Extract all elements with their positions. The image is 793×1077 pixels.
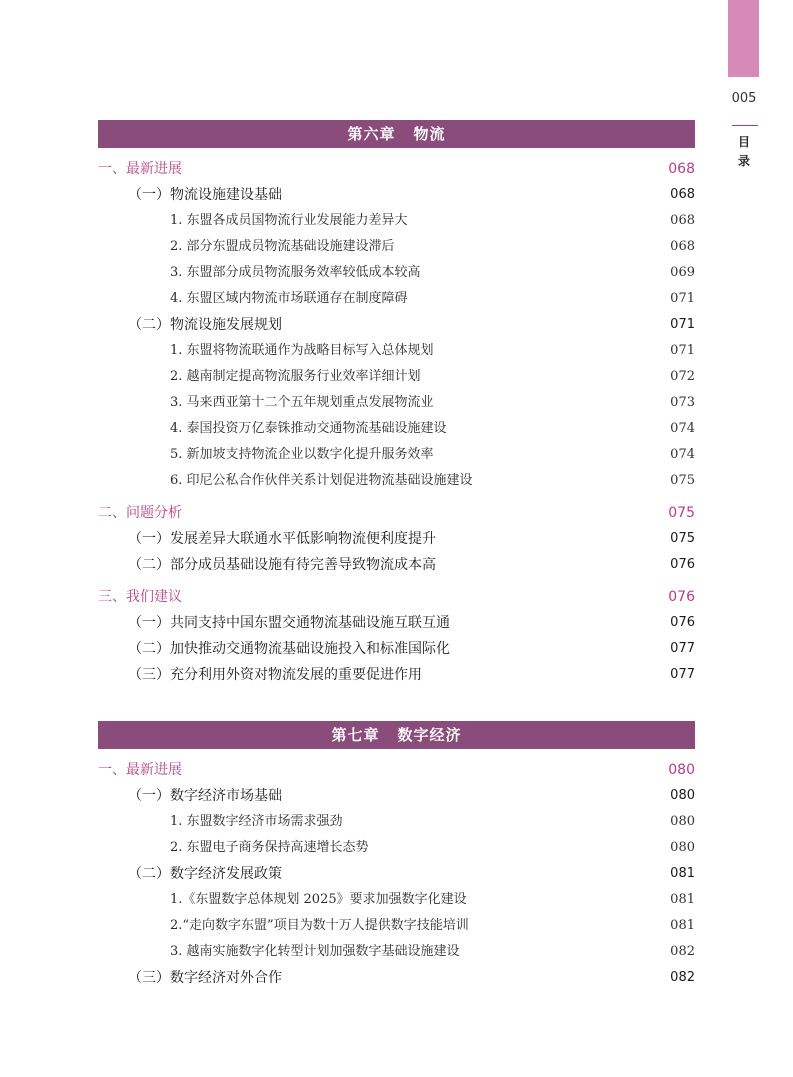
toc-item[interactable] <box>98 939 695 965</box>
toc-item[interactable] <box>98 260 695 286</box>
toc-page-number: 081 <box>670 918 695 933</box>
toc-item[interactable] <box>98 913 695 939</box>
toc-page-number: 068 <box>670 239 695 254</box>
toc-section-heading[interactable] <box>98 584 695 610</box>
toc-page-number: 074 <box>670 421 695 436</box>
toc-entry-title: （二）物流设施发展规划 <box>128 317 282 333</box>
toc-entry-title: 三、我们建议 <box>98 589 182 605</box>
toc-entry-title: （一）数字经济市场基础 <box>128 788 282 804</box>
toc-item[interactable] <box>98 442 695 468</box>
toc-section-heading[interactable] <box>98 500 695 526</box>
toc-entry-title: 1.《东盟数字总体规划 2025》要求加强数字化建设 <box>170 892 467 907</box>
toc-entry-title: （二）加快推动交通物流基础设施投入和标准国际化 <box>128 641 450 657</box>
chapter-heading-7 <box>98 721 695 749</box>
toc-entry-title: 4. 东盟区域内物流市场联通存在制度障碍 <box>170 291 408 306</box>
toc-page-number: 071 <box>670 343 695 358</box>
toc-section-heading[interactable] <box>98 757 695 783</box>
toc-page-number: 068 <box>670 187 695 202</box>
side-tab-marker <box>728 0 759 77</box>
chapter-number: 第六章 <box>347 125 396 143</box>
toc-subsection[interactable] <box>98 182 695 208</box>
toc-page-number: 075 <box>668 505 695 521</box>
toc-item[interactable] <box>98 286 695 312</box>
toc-entry-title: （三）充分利用外资对物流发展的重要促进作用 <box>128 667 422 683</box>
toc-item[interactable] <box>98 364 695 390</box>
chapter-number: 第七章 <box>331 726 380 744</box>
toc-entry-title: 6. 印尼公私合作伙伴关系计划促进物流基础设施建设 <box>170 473 473 488</box>
page-number: 005 <box>731 91 757 106</box>
toc-entry-title: 一、最新进展 <box>98 762 182 778</box>
toc-page-number: 071 <box>670 291 695 306</box>
toc-subsection[interactable] <box>98 965 695 991</box>
toc-page-number: 072 <box>670 369 695 384</box>
toc-chapter-7 <box>98 757 695 991</box>
toc-page-number: 068 <box>668 161 695 177</box>
toc-page-number: 069 <box>670 265 695 280</box>
toc-item[interactable] <box>98 835 695 861</box>
toc-entry-title: 3. 马来西亚第十二个五年规划重点发展物流业 <box>170 395 434 410</box>
toc-entry-title: （一）物流设施建设基础 <box>128 187 282 203</box>
toc-page-number: 075 <box>670 531 695 546</box>
toc-page-number: 073 <box>670 395 695 410</box>
toc-subsection[interactable] <box>98 861 695 887</box>
chapter-heading-6 <box>98 120 695 148</box>
toc-page-number: 082 <box>670 944 695 959</box>
toc-page-number: 082 <box>670 970 695 985</box>
toc-entry-title: 5. 新加坡支持物流企业以数字化提升服务效率 <box>170 447 434 462</box>
toc-page-number: 074 <box>670 447 695 462</box>
toc-item[interactable] <box>98 468 695 494</box>
toc-section-heading[interactable] <box>98 156 695 182</box>
toc-subsection[interactable] <box>98 552 695 578</box>
toc-page-number: 077 <box>670 641 695 656</box>
toc-subsection[interactable] <box>98 636 695 662</box>
toc-page-number: 068 <box>670 213 695 228</box>
toc-entry-title: 4. 泰国投资万亿泰铢推动交通物流基础设施建设 <box>170 421 447 436</box>
toc-entry-title: （三）数字经济对外合作 <box>128 970 282 986</box>
toc-item[interactable] <box>98 208 695 234</box>
toc-item[interactable] <box>98 887 695 913</box>
toc-entry-title: 二、问题分析 <box>98 505 182 521</box>
toc-entry-title: 2. 越南制定提高物流服务行业效率详细计划 <box>170 369 421 384</box>
chapter-subject: 物流 <box>413 125 446 143</box>
toc-page-number: 080 <box>670 788 695 803</box>
toc-page-number: 080 <box>670 840 695 855</box>
side-label-contents <box>737 133 751 171</box>
toc-item[interactable] <box>98 234 695 260</box>
toc-chapter-6 <box>98 156 695 688</box>
toc-entry-title: （一）发展差异大联通水平低影响物流便利度提升 <box>128 531 436 547</box>
toc-entry-title: 2.“走向数字东盟”项目为数十万人提供数字技能培训 <box>170 918 469 933</box>
toc-entry-title: 1. 东盟数字经济市场需求强劲 <box>170 814 343 829</box>
toc-page-number: 075 <box>670 473 695 488</box>
toc-entry-title: 一、最新进展 <box>98 161 182 177</box>
toc-subsection[interactable] <box>98 312 695 338</box>
toc-page-number: 071 <box>670 317 695 332</box>
toc-entry-title: 1. 东盟各成员国物流行业发展能力差异大 <box>170 213 408 228</box>
toc-subsection[interactable] <box>98 526 695 552</box>
toc-entry-title: （一）共同支持中国东盟交通物流基础设施互联互通 <box>128 615 450 631</box>
side-label-char: 录 <box>737 154 750 168</box>
toc-page-number: 076 <box>670 557 695 572</box>
toc-entry-title: （二）部分成员基础设施有待完善导致物流成本高 <box>128 557 436 573</box>
toc-page-number: 077 <box>670 667 695 682</box>
toc-page-number: 080 <box>668 762 695 778</box>
toc-entry-title: （二）数字经济发展政策 <box>128 866 282 882</box>
toc-item[interactable] <box>98 416 695 442</box>
toc-item[interactable] <box>98 338 695 364</box>
toc-item[interactable] <box>98 390 695 416</box>
toc-page-number: 076 <box>670 615 695 630</box>
toc-entry-title: 2. 东盟电子商务保持高速增长态势 <box>170 840 369 855</box>
toc-page-number: 081 <box>670 892 695 907</box>
toc-item[interactable] <box>98 809 695 835</box>
toc-subsection[interactable] <box>98 662 695 688</box>
toc-subsection[interactable] <box>98 783 695 809</box>
chapter-subject: 数字经济 <box>397 726 462 744</box>
toc-page-number: 076 <box>668 589 695 605</box>
toc-entry-title: 2. 部分东盟成员物流基础设施建设滞后 <box>170 239 395 254</box>
toc-page-number: 080 <box>670 814 695 829</box>
toc-entry-title: 1. 东盟将物流联通作为战略目标写入总体规划 <box>170 343 434 358</box>
toc-entry-title: 3. 越南实施数字化转型计划加强数字基础设施建设 <box>170 944 460 959</box>
toc-entry-title: 3. 东盟部分成员物流服务效率较低成本较高 <box>170 265 421 280</box>
side-divider <box>732 125 758 126</box>
side-label-char: 目 <box>737 135 750 149</box>
toc-page-number: 081 <box>670 866 695 881</box>
toc-subsection[interactable] <box>98 610 695 636</box>
